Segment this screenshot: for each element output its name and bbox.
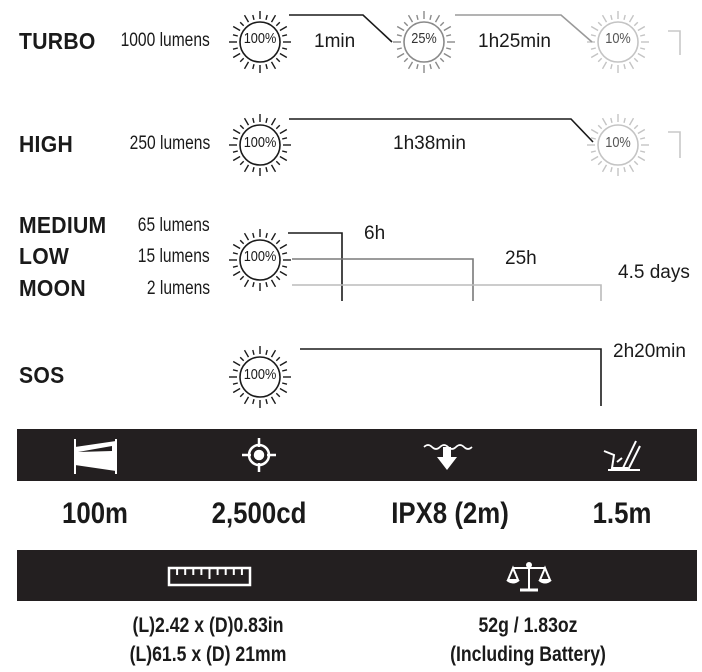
intensity-value: 2,500cd — [211, 497, 307, 530]
medium-runtime-line — [288, 233, 342, 301]
low-output: 15 lumens — [138, 246, 210, 267]
sos-runtime-line — [300, 349, 601, 406]
turbo-runtime-line-3 — [668, 31, 680, 55]
medium-duration: 6h — [364, 223, 386, 244]
mode-medium-label: MEDIUM — [19, 212, 107, 238]
mode-sos-label: SOS — [19, 362, 65, 388]
dimensions-imperial: (L)2.42 x (D)0.83in — [132, 614, 284, 637]
weight-value: 52g / 1.83oz — [478, 614, 578, 637]
mode-moon-label: MOON — [19, 275, 86, 301]
waterproof-value: IPX8 (2m) — [391, 497, 509, 530]
turbo-output: 1000 lumens — [120, 30, 210, 51]
turbo-level-25: 25% — [411, 30, 437, 47]
high-output: 250 lumens — [129, 133, 210, 154]
beam-distance-value: 100m — [61, 497, 128, 530]
high-level-10: 10% — [605, 134, 631, 151]
low-runtime-line — [292, 259, 473, 301]
moon-output: 2 lumens — [146, 278, 210, 299]
mid-level-100: 100% — [243, 248, 277, 265]
low-duration: 25h — [505, 248, 537, 269]
dimension-icon-bar — [17, 550, 697, 601]
high-duration: 1h38min — [393, 133, 466, 154]
mode-low-label: LOW — [19, 243, 70, 269]
turbo-duration-1: 1min — [314, 31, 356, 52]
turbo-duration-2: 1h25min — [478, 31, 551, 52]
high-level-100: 100% — [243, 134, 277, 151]
spec-icon-bar — [17, 429, 697, 481]
medium-output: 65 lumens — [138, 215, 210, 236]
weight-note: (Including Battery) — [450, 643, 606, 666]
mode-turbo-label: TURBO — [19, 28, 96, 54]
turbo-level-10: 10% — [605, 30, 631, 47]
mode-high-label: HIGH — [19, 131, 74, 157]
sos-duration: 2h20min — [613, 341, 686, 362]
sos-level-100: 100% — [243, 366, 277, 383]
turbo-level-100: 100% — [243, 30, 277, 47]
moon-duration: 4.5 days — [618, 262, 690, 283]
high-runtime-line-2 — [668, 132, 680, 158]
impact-value: 1.5m — [592, 497, 652, 530]
dimensions-metric: (L)61.5 x (D) 21mm — [129, 643, 287, 666]
moon-runtime-line — [292, 285, 601, 301]
